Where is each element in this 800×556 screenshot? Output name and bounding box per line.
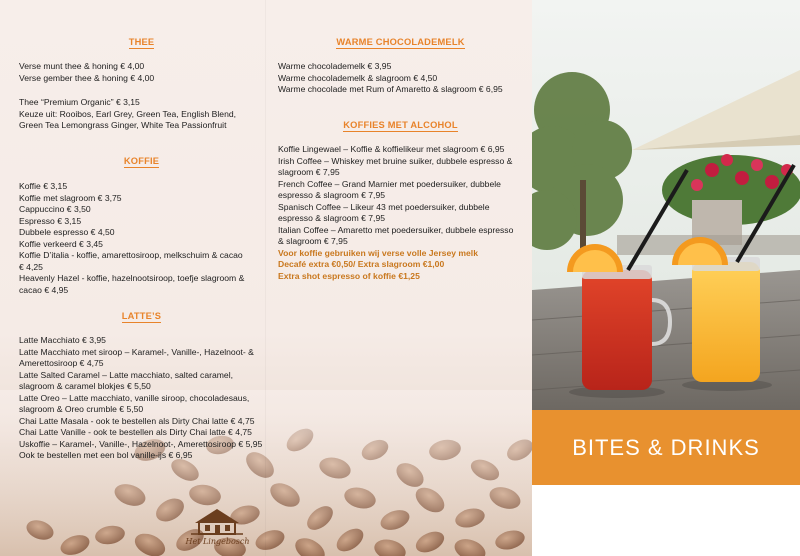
menu-item: € 4,25: [19, 261, 43, 272]
menu-item: Dubbele espresso € 4,50: [19, 227, 115, 237]
menu-item: slagroom € 7,95: [278, 167, 340, 177]
section-heading-koffies-met-alcohol: KOFFIES MET ALCOHOL: [343, 120, 458, 130]
menu-item: slagroom & caramel blokjes € 5,50: [19, 381, 151, 391]
menu-item: Green Tea Lemongrass Ginger, White Tea Passionfruit: [19, 120, 227, 130]
chocolademelk-list: [278, 61, 523, 96]
menu-item: Spanisch Coffee – Likeur 43 met poedersuiker, dubbele: [278, 201, 490, 212]
cover-footer: [532, 485, 800, 556]
alcohol-koffie-list: [278, 144, 523, 282]
menu-item: Verse munt thee & honing € 4,00: [19, 61, 145, 71]
menu-item: Koffie € 3,15: [19, 181, 68, 191]
menu-item: Ook te bestellen met een bol vanille-ijs € 6,95: [19, 450, 193, 460]
menu-item: Warme chocolade met Rum of Amaretto & slagroom € 6,95: [278, 84, 503, 94]
menu-item: Koffie verkeerd € 3,45: [19, 238, 103, 249]
section-heading-koffie: KOFFIE: [123, 156, 160, 166]
menu-item: Warme chocolademelk & slagroom € 4,50: [278, 72, 438, 83]
section-heading-thee: THEE: [128, 37, 155, 47]
menu-item: Thee “Premium Organic” € 3,15: [19, 97, 140, 107]
menu-item: Verse gember thee & honing € 4,00: [19, 72, 155, 83]
menu-item: cacao € 4,95: [19, 284, 69, 295]
cover-panel: [532, 0, 800, 556]
drinks-photo: [532, 0, 800, 410]
menu-item: Latte Macchiato € 3,95: [19, 335, 106, 345]
logo-caption: Het Lingebosch: [185, 537, 250, 546]
menu-item: slagroom & Oreo crumble € 5,50: [19, 404, 144, 414]
thee-list: [19, 61, 264, 84]
menu-item: Cappuccino € 3,50: [19, 204, 91, 214]
koffie-list: [19, 181, 264, 296]
menu-item: Uskoffie – Karamel-, Vanille-, Hazelnoot-, Amerettosiroop € 5,95: [19, 438, 263, 449]
menu-item: & slagroom € 7,95: [278, 236, 348, 246]
menu-item: French Coffee – Grand Marnier met poedersuiker, dubbele: [278, 178, 501, 189]
menu-item: Espresso € 3,15: [19, 215, 82, 226]
menu-item: Heavenly Hazel - koffie, hazelnootsiroop, toefje slagroom &: [19, 273, 245, 283]
menu-item: Koffie Lingewael – Koffie & koffielikeur met slagroom € 6,95: [278, 144, 505, 154]
menu-item: Chai Latte Masala - ook te bestellen als Dirty Chai latte € 4,75: [19, 415, 255, 426]
banner-title: BITES & DRINKS: [572, 435, 760, 460]
menu-note: Decafé extra €0,50/ Extra slagroom €1,00: [278, 259, 445, 269]
menu-item: Latte Oreo – Latte macchiato, vanille siroop, chocoladesaus,: [19, 392, 250, 403]
section-heading-lattes: LATTE’S: [121, 311, 162, 321]
section-heading-warme-chocolademelk: WARME CHOCOLADEMELK: [336, 37, 465, 47]
menu-item: Latte Macchiato met siroop – Karamel-, Vanille-, Hazelnoot- &: [19, 346, 254, 357]
menu-item: espresso & slagroom € 7,95: [278, 190, 386, 200]
lattes-list: [19, 335, 264, 462]
menu-item: Latte Salted Caramel – Latte macchiato, salted caramel,: [19, 369, 234, 380]
thee-premium: [19, 97, 264, 132]
menu-item: Koffie D’italia - koffie, amarettosiroop, melkschuim & cacao: [19, 250, 243, 260]
menu-item: Irish Coffee – Whiskey met bruine suiker, dubbele espresso &: [278, 155, 513, 166]
fold-line: [265, 0, 266, 556]
menu-note: Voor koffie gebruiken wij verse volle Jersey melk: [278, 247, 478, 258]
menu-note: Extra shot espresso of koffie €1,25: [278, 270, 420, 281]
menu-item: Chai Latte Vanille - ook te bestellen als Dirty Chai latte € 4,75: [19, 427, 252, 437]
menu-item: Warme chocolademelk € 3,95: [278, 61, 392, 71]
menu-item: Italian Coffee – Amaretto met poedersuiker, dubbele espresso: [278, 224, 514, 235]
title-banner: [532, 410, 800, 485]
menu-item: Koffie met slagroom € 3,75: [19, 192, 122, 203]
menu-item: Amerettosiroop € 4,75: [19, 358, 104, 368]
menu-item: Keuze uit: Rooibos, Earl Grey, Green Tea, English Blend,: [19, 108, 237, 119]
menu-item: espresso & slagroom € 7,95: [278, 213, 386, 223]
